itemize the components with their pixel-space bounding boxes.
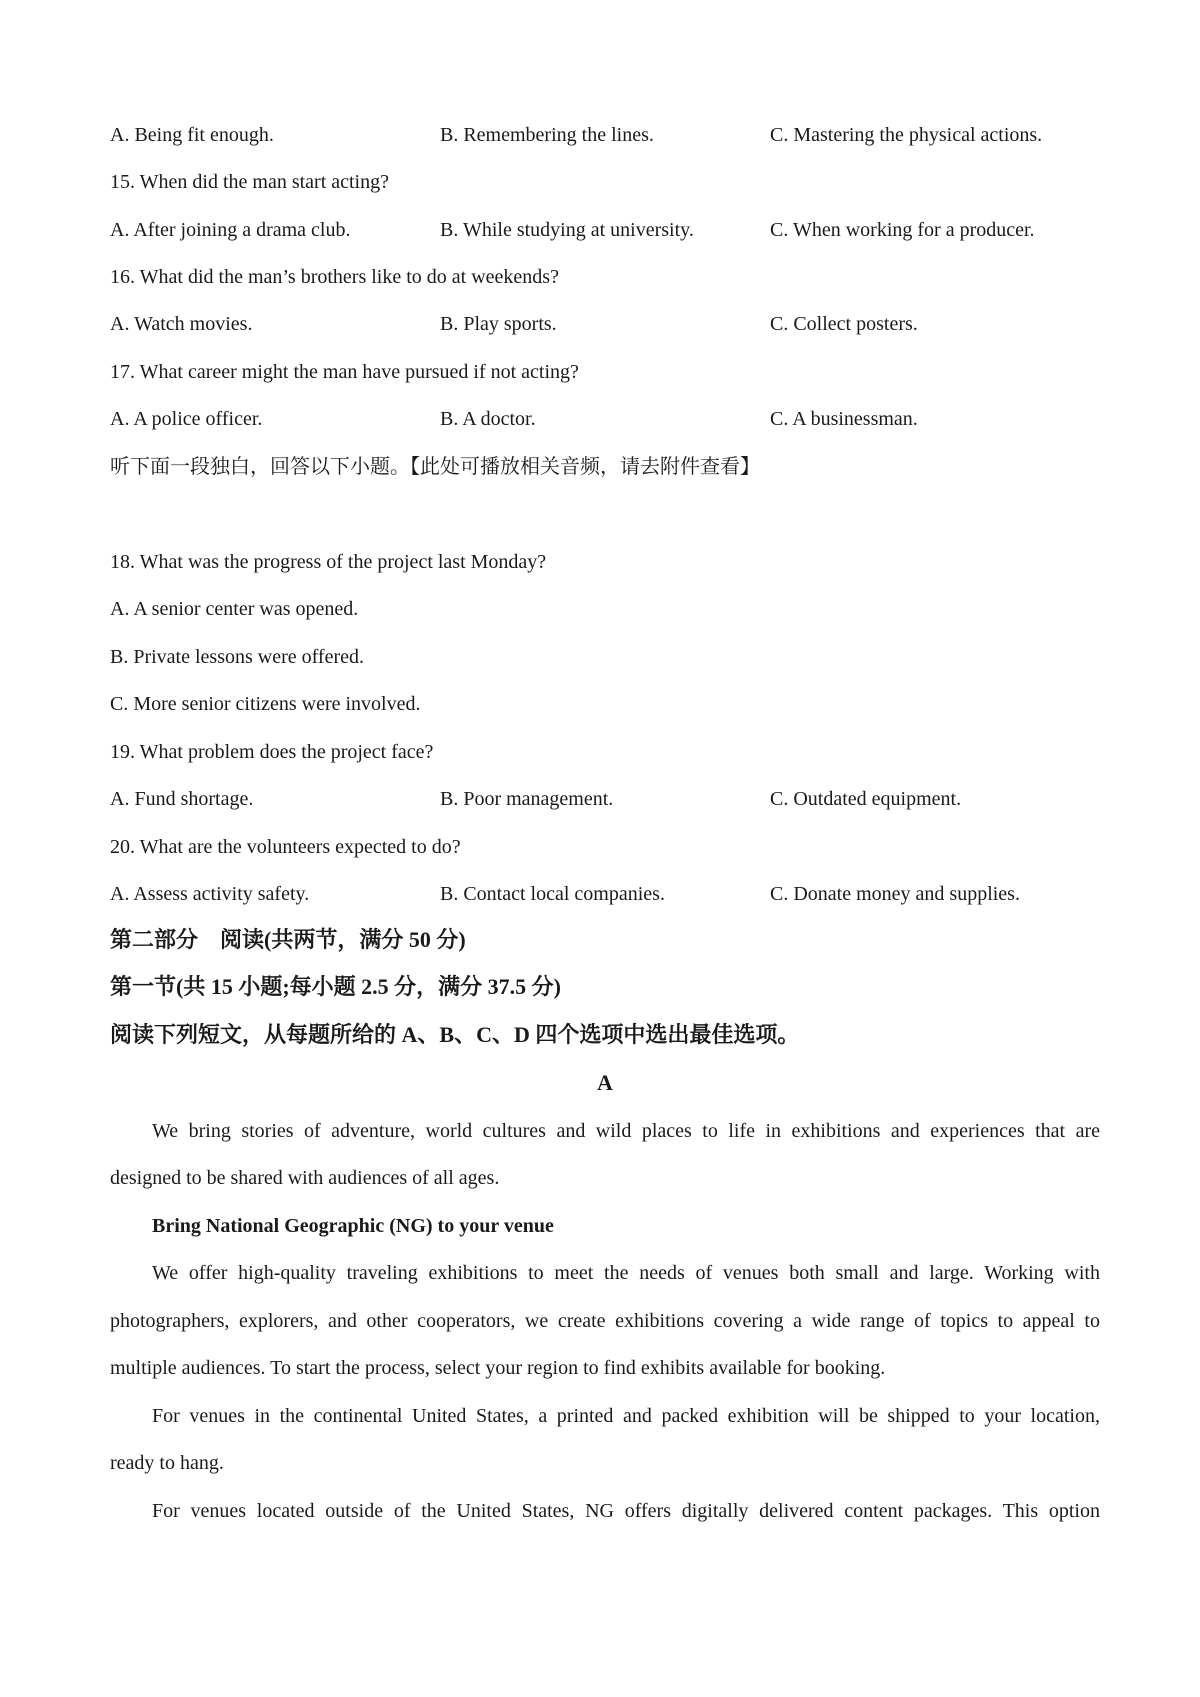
monologue-instruction: 听下面一段独白，回答以下小题。【此处可播放相关音频，请去附件查看】 (110, 456, 760, 478)
passage-p1-line2: designed to be shared with audiences of all ages. (110, 1167, 500, 1189)
q16-option-c: C. Collect posters. (770, 313, 918, 335)
passage-p3-line2: ready to hang. (110, 1452, 224, 1474)
q15-option-a: A. After joining a drama club. (110, 219, 351, 241)
passage-p2-line1: We offer high-quality traveling exhibitions to meet the needs of venues both small and large. Working with (152, 1262, 1100, 1284)
q16-option-a: A. Watch movies. (110, 313, 253, 335)
q14-option-b: B. Remembering the lines. (440, 124, 654, 146)
passage-p3-line1: For venues in the continental United States, a printed and packed exhibition will be shipped to your location, (152, 1405, 1100, 1427)
q20-question: 20. What are the volunteers expected to do? (110, 836, 461, 858)
q15-option-b: B. While studying at university. (440, 219, 694, 241)
q14-option-c: C. Mastering the physical actions. (770, 124, 1043, 146)
passage-p2-line2: photographers, explorers, and other cooperators, we create exhibitions covering a wide range of topics to appeal to (110, 1310, 1100, 1332)
q18-question: 18. What was the progress of the project last Monday? (110, 551, 547, 573)
q17-option-b: B. A doctor. (440, 408, 536, 430)
passage-label: A (597, 1070, 613, 1095)
part2-heading: 第二部分 阅读(共两节，满分 50 分) (110, 927, 466, 952)
q18-option-b: B. Private lessons were offered. (110, 646, 365, 668)
q19-option-a: A. Fund shortage. (110, 788, 254, 810)
q16-question: 16. What did the man’s brothers like to do at weekends? (110, 266, 559, 288)
q14-option-a: A. Being fit enough. (110, 124, 274, 146)
q15-option-c: C. When working for a producer. (770, 219, 1035, 241)
q15-question: 15. When did the man start acting? (110, 171, 389, 193)
section1-heading: 第一节(共 15 小题;每小题 2.5 分，满分 37.5 分) (110, 974, 561, 999)
q17-option-c: C. A businessman. (770, 408, 918, 430)
q18-option-a: A. A senior center was opened. (110, 598, 359, 620)
passage-p2-line3: multiple audiences. To start the process, select your region to find exhibits available for booking. (110, 1357, 886, 1379)
q20-option-a: A. Assess activity safety. (110, 883, 310, 905)
reading-instruction: 阅读下列短文，从每题所给的 A、B、C、D 四个选项中选出最佳选项。 (110, 1022, 800, 1047)
passage-p4-line1: For venues located outside of the United States, NG offers digitally delivered content packages. This option (152, 1500, 1100, 1522)
q16-option-b: B. Play sports. (440, 313, 557, 335)
q20-option-c: C. Donate money and supplies. (770, 883, 1020, 905)
q18-option-c: C. More senior citizens were involved. (110, 693, 421, 715)
q19-question: 19. What problem does the project face? (110, 741, 434, 763)
q19-option-b: B. Poor management. (440, 788, 614, 810)
q17-question: 17. What career might the man have pursued if not acting? (110, 361, 579, 383)
passage-p1-line1: We bring stories of adventure, world cultures and wild places to life in exhibitions and experiences that are (152, 1120, 1100, 1142)
q17-option-a: A. A police officer. (110, 408, 263, 430)
passage-subheading: Bring National Geographic (NG) to your venue (152, 1215, 554, 1237)
q19-option-c: C. Outdated equipment. (770, 788, 962, 810)
q20-option-b: B. Contact local companies. (440, 883, 665, 905)
